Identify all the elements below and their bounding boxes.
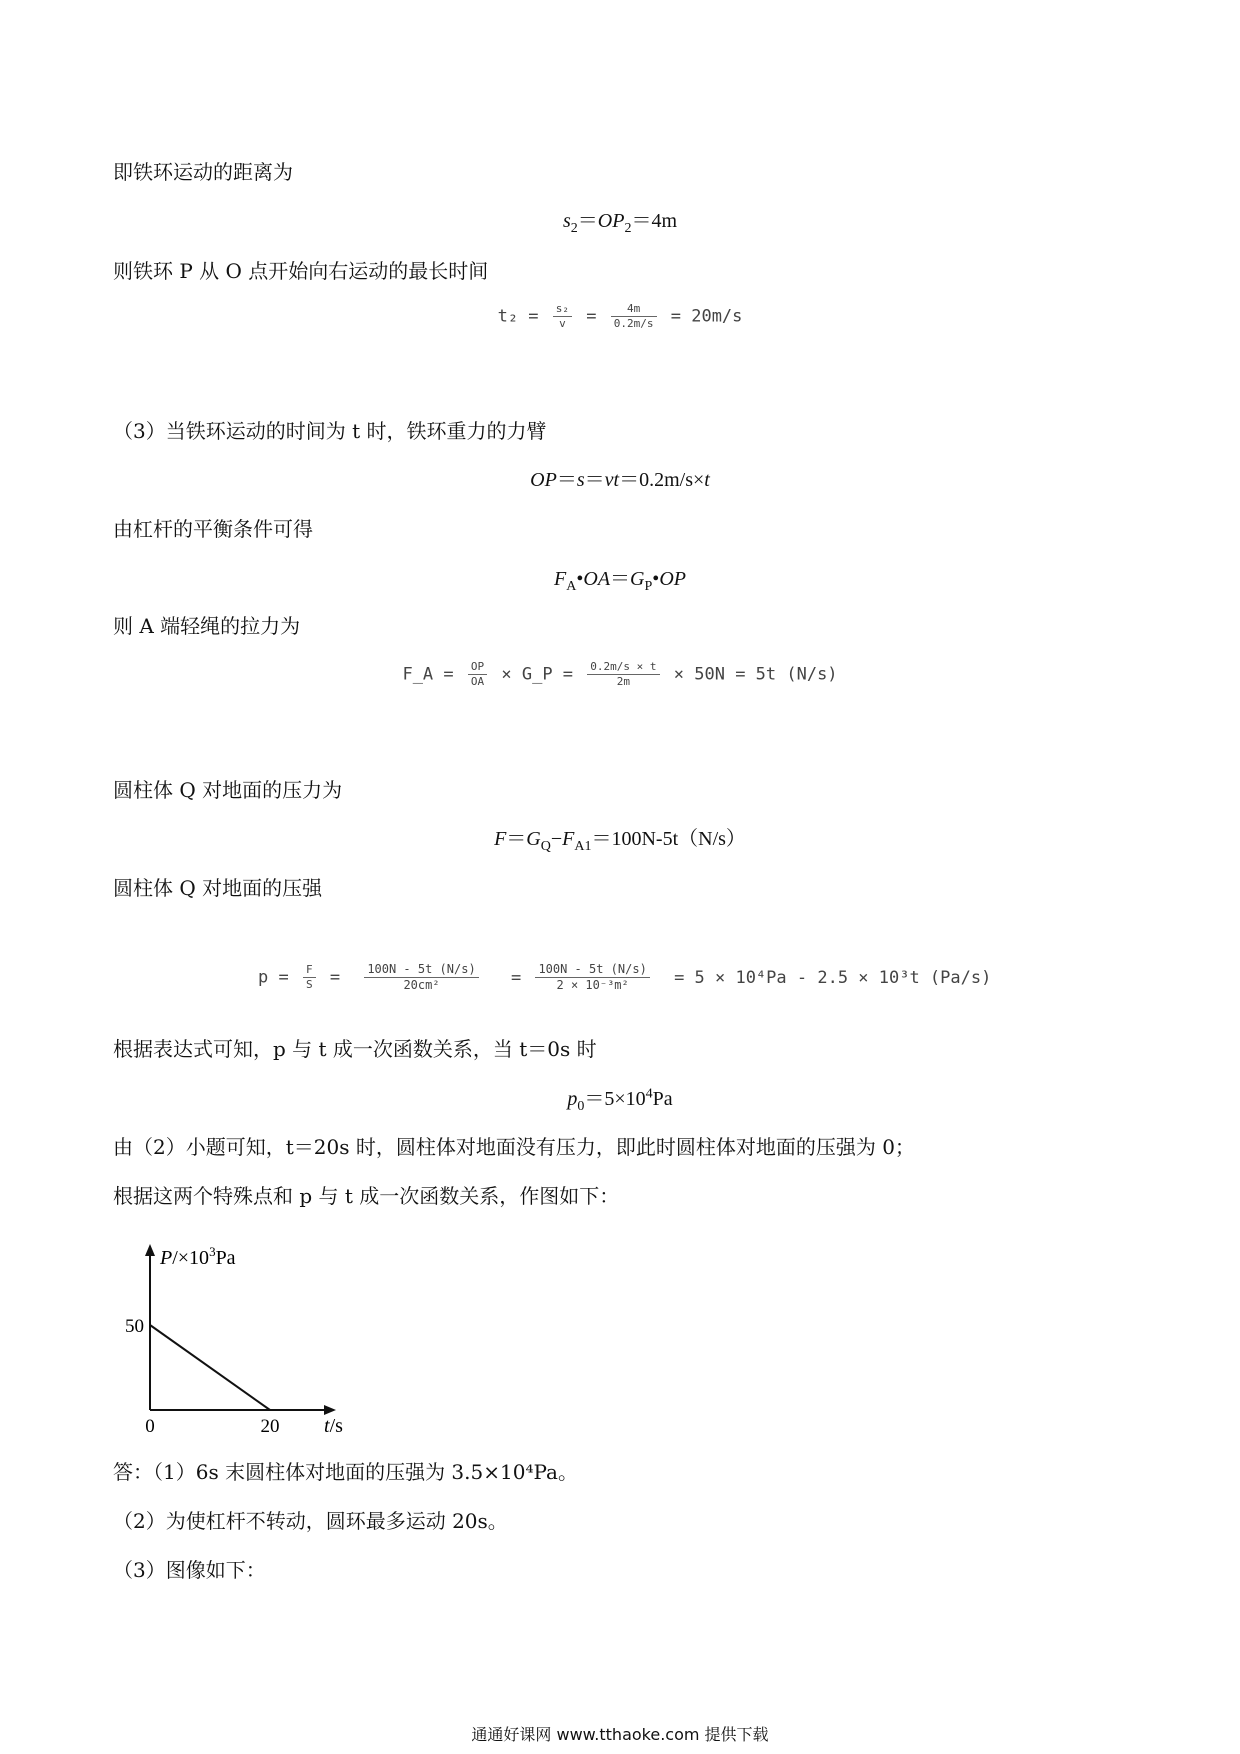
eq5-f2-num: 0.2m/s × t [587, 660, 659, 675]
text-line-3: （3）当铁环运动的时间为 t 时，铁环重力的力臂 [113, 419, 547, 443]
equation-balance: $F_A•OA=G_P•OP$ [554, 568, 686, 594]
equation-p0: $p_0=5\times 10^4Pa$ [567, 1086, 673, 1114]
eq7-f1-num: F [303, 963, 316, 978]
eq2-lhs: t₂ = [497, 306, 539, 327]
equation-arm: OP＝s＝vt＝0.2m/s×t [530, 469, 710, 491]
text-line-2: 则铁环 P 从 O 点开始向右运动的最长时间 [113, 259, 489, 283]
eq2-f1-num: s₂ [553, 302, 572, 317]
y-axis-arrow [145, 1244, 155, 1256]
answer-2: （2）为使杠杆不转动，圆环最多运动 20s。 [113, 1509, 508, 1533]
eq5-f1-num: OP [468, 660, 487, 675]
eq7-f3-num: 100N - 5t (N/s) [535, 962, 649, 978]
text-line-1: 即铁环运动的距离为 [113, 160, 293, 184]
y-axis-label: $P/\times 10^3Pa$ [160, 1244, 236, 1269]
eq5-f1-den: OA [470, 674, 485, 688]
text-line-10: 根据这两个特殊点和 p 与 t 成一次函数关系，作图如下： [113, 1184, 620, 1208]
eq5-mid: × G_P = [501, 664, 574, 685]
y-tick-label: 50 [125, 1316, 144, 1337]
page-footer: 通通好课网 www.tthaoke.com 提供下载 [471, 1725, 769, 1744]
eq2-f2-num: 4m [611, 302, 657, 317]
equation-pressure-force: $F=G_Q-F_{A1}=100N-5t(N/s)$ [494, 828, 746, 854]
text-line-9: 由（2）小题可知，t＝20s 时，圆柱体对地面没有压力，即此时圆柱体对地面的压强为 0； [113, 1135, 915, 1159]
x-tick-label: 20 [260, 1416, 280, 1435]
eq7-rhs: = 5 × 10⁴Pa - 2.5 × 10³t (Pa/s) [674, 967, 992, 988]
answer-3: （3）图像如下： [113, 1558, 266, 1582]
eq7-f2-den: 20cm² [403, 978, 440, 992]
text-line-4: 由杠杆的平衡条件可得 [113, 517, 313, 541]
eq7-f2-num: 100N - 5t (N/s) [364, 962, 478, 978]
eq7-f1-den: S [305, 978, 313, 991]
equation-pressure: p = $\frac{F}{S}$ = $\frac{100N - 5t (N/s)}{\text{20cm²}}$ = $\frac{100N - 5t (N/s)}{\text{2 × 10⁻³m²}}$ = 5 × 10⁴Pa - 2.5 × 10³t (Pa/s) [258, 962, 992, 992]
eq7-lhs: p = [258, 967, 289, 988]
x-axis-arrow [324, 1405, 336, 1415]
pressure-time-graph [110, 1240, 360, 1435]
eq2-rhs: = 20m/s [670, 306, 743, 327]
text-line-8: 根据表达式可知，p 与 t 成一次函数关系，当 t＝0s 时 [113, 1037, 597, 1061]
x-tick-label: 0 [145, 1416, 155, 1435]
eq5-rhs: × 50N = 5t (N/s) [673, 664, 838, 685]
eq7-f3-den: 2 × 10⁻³m² [556, 978, 629, 992]
x-axis-label: t/s [324, 1415, 343, 1435]
text-line-5: 则 A 端轻绳的拉力为 [113, 614, 301, 638]
answer-1: 答：（1）6s 末圆柱体对地面的压强为 3.5×10⁴Pa。 [113, 1460, 578, 1484]
eq2-f2-den: 0.2m/s [613, 316, 654, 330]
eq5-f2-den: 2m [616, 674, 631, 688]
equation-distance: $s_2=OP_2=4m$ [562, 210, 678, 236]
eq2-f1-den: v [559, 316, 566, 330]
series-line-segment [150, 1325, 270, 1410]
text-line-6: 圆柱体 Q 对地面的压力为 [113, 778, 343, 802]
text-line-7: 圆柱体 Q 对地面的压强 [113, 876, 323, 900]
eq5-lhs: F_A = [402, 664, 454, 685]
equation-tension [0, 660, 1240, 689]
equation-time: t₂ = $\frac{\text{s₂}}{v}$ = $\frac{4m}{0.2m/s}$ = 20m/s [497, 302, 743, 330]
